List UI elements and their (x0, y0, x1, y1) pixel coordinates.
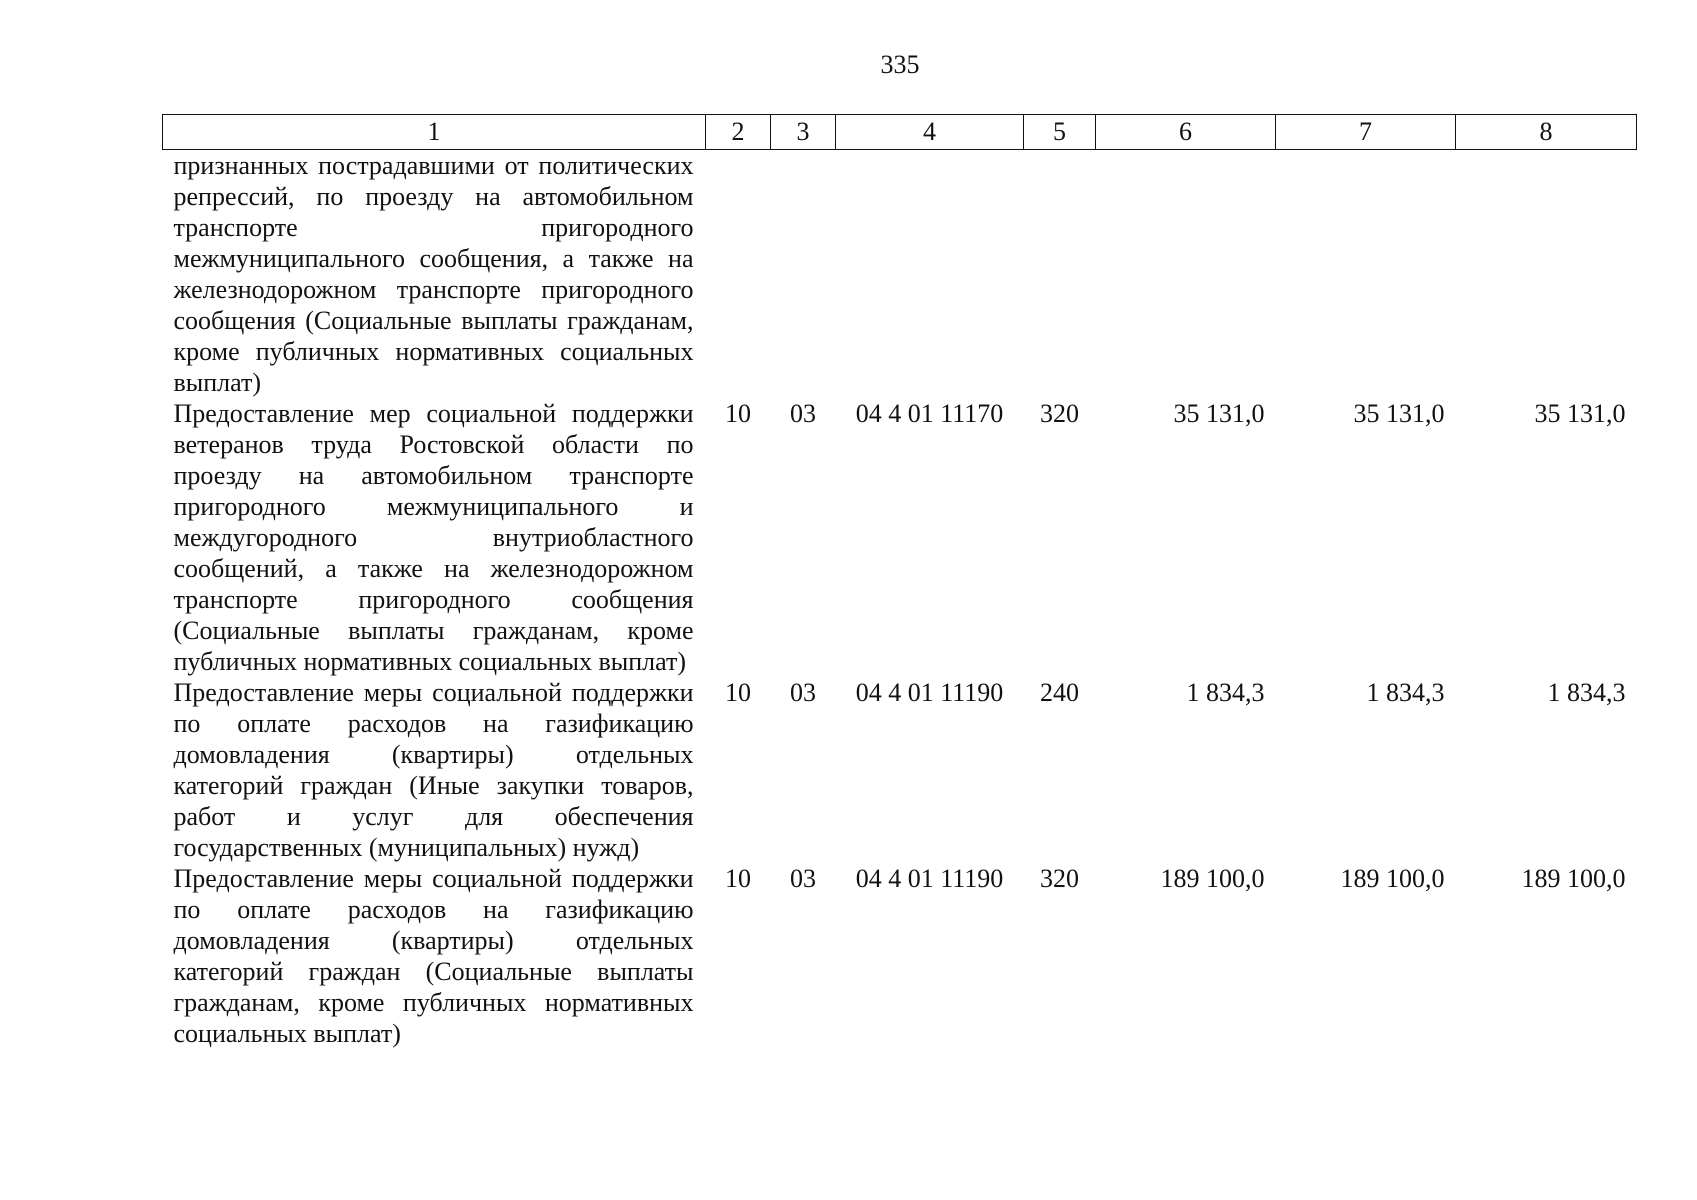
table-row (163, 863, 1637, 1049)
row-description: признанных пострадавшими от политических репрессий, по проезду на автомобильном транспорте пригородного межмуниципального сообщения, а также на железнодорожном транспорте пригородного сообщения (Социальные выплаты гражданам, кроме публичных нормативных социальных выплат) (173, 151, 694, 397)
header-col-4: 4 (836, 115, 1024, 150)
header-col-7: 7 (1276, 115, 1456, 150)
row-amount-col6: 1 834,3 (1186, 678, 1265, 707)
header-col-3: 3 (771, 115, 836, 150)
row-expense-type (1024, 150, 1096, 399)
row-target-code: 04 4 01 11190 (855, 678, 1004, 707)
row-subsection (771, 150, 836, 399)
row-expense-type: 240 (1040, 678, 1079, 707)
row-amount-col8 (1456, 150, 1637, 399)
row-amount-col8: 1 834,3 (1547, 678, 1626, 707)
table-header (163, 115, 1637, 150)
row-amount-col6 (1096, 150, 1276, 399)
row-description: Предоставление меры социальной поддержки по оплате расходов на газификацию домовладения (квартиры) отдельных категорий граждан (Социальные выплаты гражданам, кроме публичных нормативных социальных выплат) (173, 864, 694, 1048)
row-amount-col6: 35 131,0 (1173, 399, 1265, 428)
row-amount-col8: 35 131,0 (1534, 399, 1626, 428)
table-row (163, 398, 1637, 677)
row-subsection: 03 (790, 678, 816, 707)
row-target-code: 04 4 01 11170 (855, 399, 1004, 428)
row-expense-type: 320 (1040, 864, 1079, 893)
header-col-5: 5 (1024, 115, 1096, 150)
row-description: Предоставление мер социальной поддержки ветеранов труда Ростовской области по проезду на автомобильном транспорте пригородного межмуниципального и междугородного внутриобластного сообщений, а также на железнодорожном транспорте пригородного сообщения (Социальные выплаты гражданам, кроме публичных нормативных социальных выплат) (173, 399, 694, 676)
row-section (706, 150, 771, 399)
row-section: 10 (725, 678, 751, 707)
header-row (163, 115, 1637, 150)
table-body (163, 150, 1637, 1050)
table-row (163, 150, 1637, 399)
header-col-1: 1 (163, 115, 706, 150)
row-expense-type: 320 (1040, 399, 1079, 428)
page-number: 335 (880, 50, 920, 79)
row-amount-col7: 35 131,0 (1353, 399, 1445, 428)
row-amount-col7: 189 100,0 (1340, 864, 1445, 893)
budget-table (162, 114, 1637, 1049)
row-amount-col8: 189 100,0 (1521, 864, 1626, 893)
header-col-2: 2 (706, 115, 771, 150)
row-section: 10 (725, 864, 751, 893)
header-col-8: 8 (1456, 115, 1637, 150)
row-amount-col7: 1 834,3 (1366, 678, 1445, 707)
table-row (163, 677, 1637, 863)
row-subsection: 03 (790, 399, 816, 428)
row-target-code (836, 150, 1024, 399)
row-amount-col7 (1276, 150, 1456, 399)
row-target-code: 04 4 01 11190 (855, 864, 1004, 893)
row-subsection: 03 (790, 864, 816, 893)
row-amount-col6: 189 100,0 (1160, 864, 1265, 893)
header-col-6: 6 (1096, 115, 1276, 150)
row-section: 10 (725, 399, 751, 428)
row-description: Предоставление меры социальной поддержки по оплате расходов на газификацию домовладения (квартиры) отдельных категорий граждан (Иные закупки товаров, работ и услуг для обеспечения государственных (муниципальных) нужд) (173, 678, 694, 862)
